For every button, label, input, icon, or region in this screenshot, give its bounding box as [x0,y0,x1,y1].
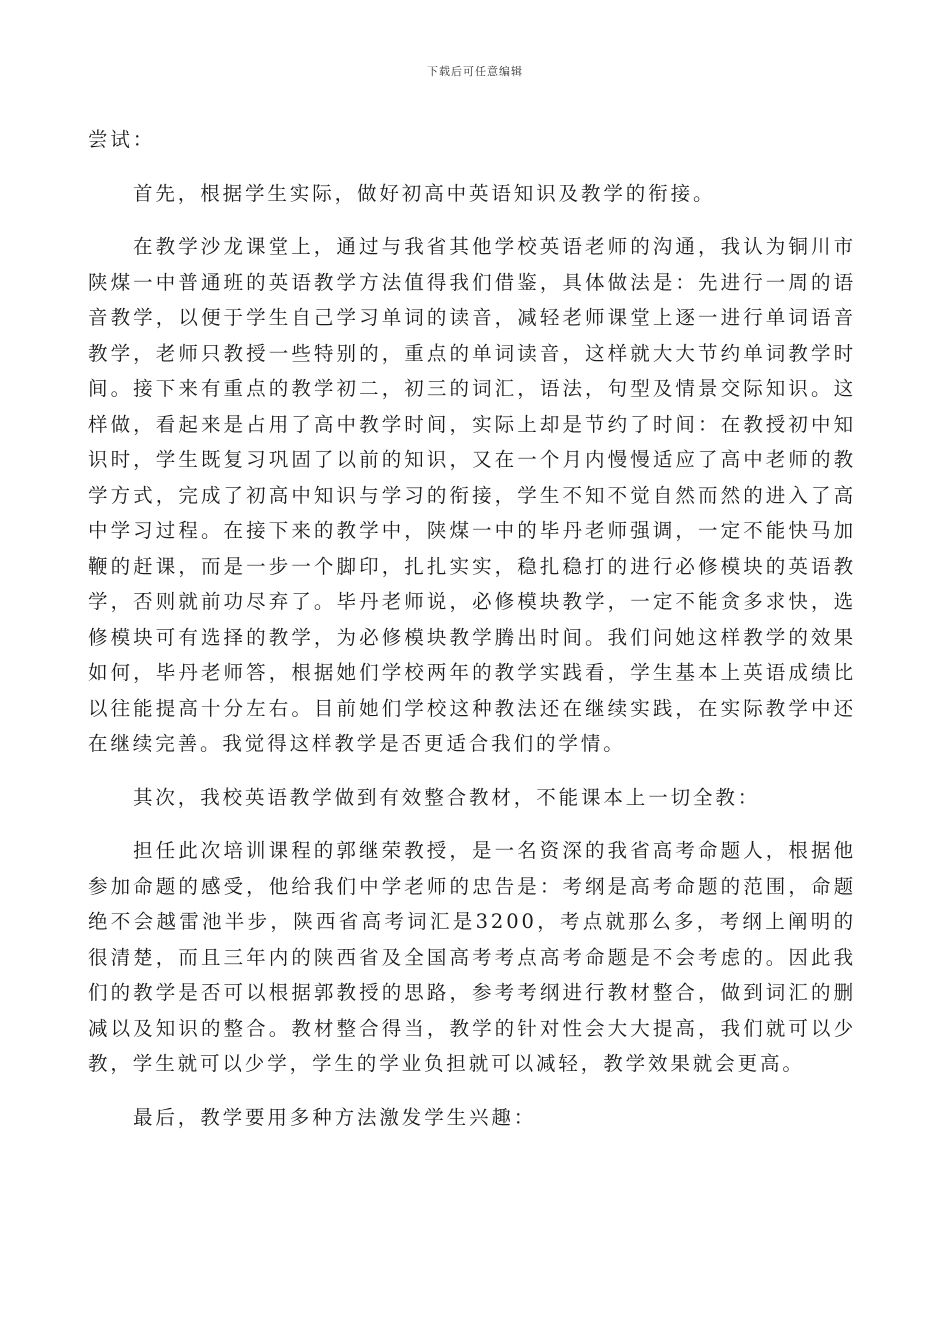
document-body [88,122,856,1135]
paragraph-second-detail: 担任此次培训课程的郭继荣教授，是一名资深的我省高考命题人，根据他参加命题的感受，他给我们中学老师的忠告是：考纲是高考命题的范围，命题绝不会越雷池半步，陕西省高考词汇是3200，考点就那么多，考纲上阐明的很清楚，而且三年内的陕西省及全国高考考点高考命题是不会考虑的。因此我们的教学是否可以根据郭教授的思路，参考考纲进行教材整合，做到词汇的删减以及知识的整合。教材整合得当，教学的针对性会大大提高，我们就可以少教，学生就可以少学，学生的学业负担就可以减轻，教学效果就会更高。 [88,839,856,1075]
paragraph-second-point: 其次，我校英语教学做到有效整合教材，不能课本上一切全教： [133,785,761,809]
paragraph-intro: 尝试： [88,128,156,151]
paragraph-first-point: 首先，根据学生实际，做好初高中英语知识及教学的衔接。 [133,181,716,205]
paragraph-first-detail: 在教学沙龙课堂上，通过与我省其他学校英语老师的沟通，我认为铜川市陕煤一中普通班的英语教学方法值得我们借鉴，具体做法是：先进行一周的语音教学，以便于学生自己学习单词的读音，减轻老师课堂上逐一进行单词语音教学，老师只教授一些特别的，重点的单词读音，这样就大大节约单词教学时间。接下来有重点的教学初二，初三的词汇，语法，句型及情景交际知识。这样做，看起来是占用了高中教学时间，实际上却是节约了时间：在教授初中知识时，学生既复习巩固了以前的知识，又在一个月内慢慢适应了高中老师的教学方式，完成了初高中知识与学习的衔接，学生不知不觉自然而然的进入了高中学习过程。在接下来的教学中，陕煤一中的毕丹老师强调，一定不能快马加鞭的赶课，而是一步一个脚印，扎扎实实，稳扎稳打的进行必修模块的英语教学，否则就前功尽弃了。毕丹老师说，必修模块教学，一定不能贪多求快，选修模块可有选择的教学，为必修模块教学腾出时间。我们问她这样教学的效果如何，毕丹老师答，根据她们学校两年的教学实践看，学生基本上英语成绩比以往能提高十分左右。目前她们学校这种教法还在继续实践，在实际教学中还在继续完善。我觉得这样教学是否更适合我们的学情。 [88,235,856,755]
paragraph-third-point: 最后，教学要用多种方法激发学生兴趣： [133,1105,537,1129]
page-header: 下载后可任意编辑 [427,65,523,78]
